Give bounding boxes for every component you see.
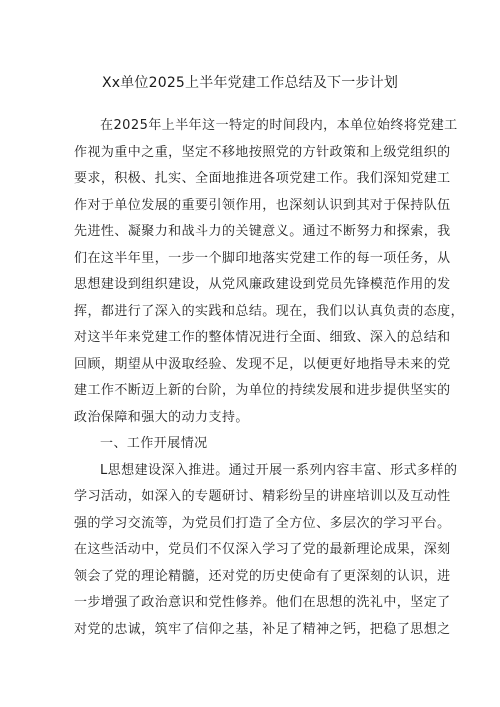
body-text-line: 领会了党的理论精髓，还对党的历史使命有了更深刻的认识，进 <box>74 568 451 584</box>
body-text-line: 对这半年来党建工作的整体情况进行全面、细致、深入的总结和 <box>74 330 451 345</box>
body-text-line: 作对于单位发展的重要引领作用，也深刻认识到其对于保持队伍 <box>74 197 451 213</box>
body-text-line: 建工作不断迈上新的台阶，为单位的持续发展和进步提供坚实的 <box>74 383 451 398</box>
body-text-line: 学习活动，如深入的专题研讨、精彩纷呈的讲座培训以及互动性 <box>74 489 451 504</box>
body-text-line: 对党的忠诚，筑牢了信仰之基，补足了精神之钙，把稳了思想之 <box>74 621 451 637</box>
body-text-line: 一、工作开展情况 <box>100 436 208 451</box>
body-text-line: 思想建设到组织建设，从党风廉政建设到党员先锋模范作用的发 <box>74 277 451 292</box>
body-text-line: 们在这半年里，一步一个脚印地落实党建工作的每一项任务，从 <box>74 250 451 266</box>
body-text-line: 挥，都进行了深入的实践和总结。现在，我们以认真负责的态度， <box>74 303 465 319</box>
body-text-line: 在这些活动中，党员们不仅深入学习了党的最新理论成果，深刻 <box>74 542 451 557</box>
body-text-line: 一步增强了政治意识和党性修养。他们在思想的洗礼中，坚定了 <box>74 595 451 610</box>
body-text-line: L思想建设深入推进。通过开展一系列内容丰富、形式多样的 <box>100 462 458 478</box>
body-text-line: 政治保障和强大的动力支持。 <box>74 409 249 425</box>
body-text-line: 要求，积极、扎实、全面地推进各项党建工作。我们深知党建工 <box>74 171 451 186</box>
document-body <box>74 113 465 643</box>
document-title: Xx单位2025上半年党建工作总结及下一步计划 <box>101 75 399 91</box>
body-text-line: 回顾，期望从中汲取经验、发现不足，以便更好地指导未来的党 <box>74 356 451 372</box>
body-text-line: 强的学习交流等，为党员们打造了全方位、多层次的学习平台。 <box>74 515 451 531</box>
body-text-line: 作视为重中之重，坚定不移地按照党的方针政策和上级党组织的 <box>74 144 451 160</box>
body-text-line: 先进性、凝聚力和战斗力的关键意义。通过不断努力和探索，我 <box>74 224 451 239</box>
body-text-line: 在2025年上半年这一特定的时间段内，本单位始终将党建工 <box>100 118 458 133</box>
